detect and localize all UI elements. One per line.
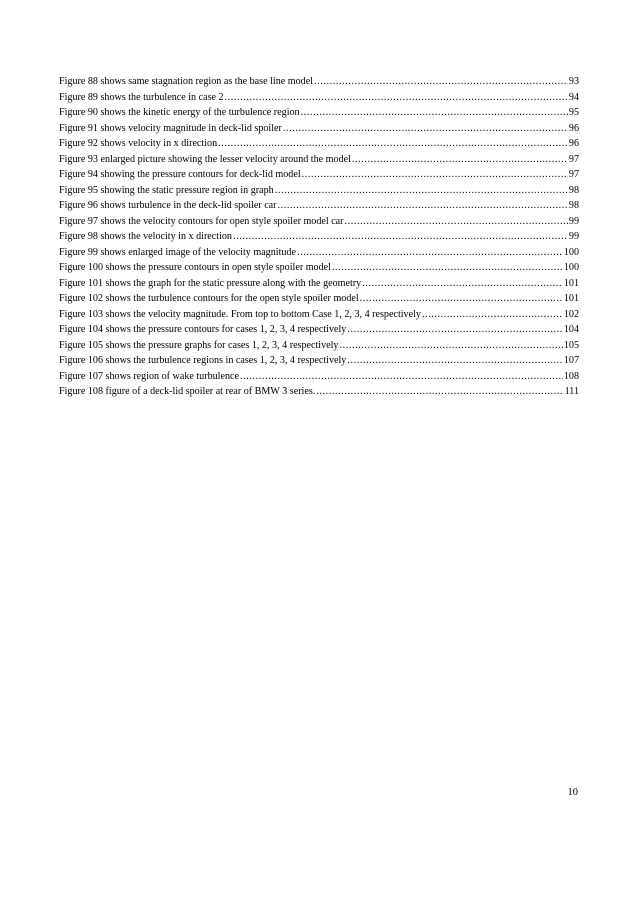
dot-leader xyxy=(218,136,568,152)
toc-entry-title: Figure 91 shows velocity magnitude in deck-lid spoiler xyxy=(59,122,282,134)
toc-entry[interactable] xyxy=(59,353,579,369)
dot-leader xyxy=(345,214,568,230)
toc-entry-title: Figure 98 shows the velocity in x direction xyxy=(59,231,232,242)
toc-entry-title: Figure 88 shows same stagnation region as the base line model xyxy=(59,76,313,87)
toc-entry-page-number: 101 xyxy=(563,293,579,304)
toc-entry-title: Figure 105 shows the pressure graphs for cases 1, 2, 3, 4 respectively xyxy=(59,339,339,351)
toc-entry-title: Figure 99 shows enlarged image of the velocity magnitude xyxy=(59,246,296,258)
dot-leader xyxy=(297,245,563,261)
toc-entry-title: Figure 104 shows the pressure contours for cases 1, 2, 3, 4 respectively xyxy=(59,324,347,335)
toc-entry[interactable] xyxy=(59,229,579,245)
toc-entry-page-number: 111 xyxy=(564,386,579,397)
toc-entry[interactable] xyxy=(59,105,579,121)
toc-entry-title: Figure 95 showing the static pressure region in graph xyxy=(59,184,274,196)
dot-leader xyxy=(360,291,563,307)
dot-leader xyxy=(339,338,562,354)
toc-entry[interactable] xyxy=(59,260,579,276)
toc-entry-title: Figure 101 shows the graph for the static pressure along with the geometry xyxy=(59,277,362,289)
list-of-figures xyxy=(59,74,579,400)
toc-entry[interactable] xyxy=(59,121,579,137)
dot-leader xyxy=(332,260,563,276)
toc-entry-page-number: 97 xyxy=(568,169,579,180)
toc-entry-title: Figure 102 shows the turbulence contours for the open style spoiler model xyxy=(59,293,359,304)
toc-entry-title: Figure 97 shows the velocity contours for open style spoiler model car xyxy=(59,215,344,227)
toc-entry[interactable] xyxy=(59,167,579,183)
dot-leader xyxy=(275,183,568,199)
toc-entry-page-number: 105 xyxy=(563,339,579,351)
toc-entry-page-number: 94 xyxy=(568,91,579,103)
dot-leader xyxy=(278,198,568,214)
toc-entry[interactable] xyxy=(59,198,579,214)
dot-leader xyxy=(233,229,568,245)
toc-entry-page-number: 99 xyxy=(568,215,579,227)
toc-entry-page-number: 102 xyxy=(563,308,579,320)
toc-entry-title: Figure 100 shows the pressure contours in open style spoiler model xyxy=(59,262,331,273)
toc-entry[interactable] xyxy=(59,245,579,261)
toc-entry[interactable] xyxy=(59,183,579,199)
dot-leader xyxy=(316,384,563,400)
dot-leader xyxy=(301,105,568,121)
page-number: 10 xyxy=(567,787,578,798)
toc-entry[interactable] xyxy=(59,369,579,385)
toc-entry-title: Figure 103 shows the velocity magnitude. From top to bottom Case 1, 2, 3, 4 respectively xyxy=(59,308,421,320)
dot-leader xyxy=(422,307,563,323)
toc-entry-title: Figure 93 enlarged picture showing the lesser velocity around the model xyxy=(59,153,351,165)
toc-entry-page-number: 95 xyxy=(568,107,579,118)
dot-leader xyxy=(314,74,568,90)
toc-entry-page-number: 101 xyxy=(563,277,579,289)
toc-entry[interactable] xyxy=(59,136,579,152)
toc-entry-page-number: 98 xyxy=(568,184,579,196)
toc-entry-title: Figure 108 figure of a deck-lid spoiler at rear of BMW 3 series. xyxy=(59,386,316,397)
toc-entry-title: Figure 94 showing the pressure contours for deck-lid model xyxy=(59,169,301,180)
toc-entry-page-number: 96 xyxy=(568,122,579,134)
toc-entry[interactable] xyxy=(59,322,579,338)
toc-entry-page-number: 93 xyxy=(568,76,579,87)
toc-entry-page-number: 97 xyxy=(568,153,579,165)
dot-leader xyxy=(240,369,563,385)
toc-entry-page-number: 100 xyxy=(563,262,579,273)
toc-entry-page-number: 104 xyxy=(563,324,579,335)
dot-leader xyxy=(347,322,563,338)
toc-entry[interactable] xyxy=(59,90,579,106)
toc-entry-page-number: 107 xyxy=(563,355,579,366)
dot-leader xyxy=(302,167,568,183)
toc-entry[interactable] xyxy=(59,338,579,354)
dot-leader xyxy=(347,353,563,369)
toc-entry-page-number: 100 xyxy=(563,246,579,258)
toc-entry[interactable] xyxy=(59,291,579,307)
toc-entry-title: Figure 106 shows the turbulence regions in cases 1, 2, 3, 4 respectively xyxy=(59,355,347,366)
toc-entry[interactable] xyxy=(59,152,579,168)
toc-entry-title: Figure 89 shows the turbulence in case 2 xyxy=(59,91,224,103)
toc-entry-page-number: 98 xyxy=(568,200,579,211)
toc-entry-title: Figure 90 shows the kinetic energy of the turbulence region xyxy=(59,107,300,118)
toc-entry[interactable] xyxy=(59,384,579,400)
toc-entry-title: Figure 92 shows velocity in x direction xyxy=(59,138,218,149)
toc-entry-page-number: 99 xyxy=(568,231,579,242)
toc-entry[interactable] xyxy=(59,307,579,323)
toc-entry-page-number: 108 xyxy=(563,370,579,382)
toc-entry-title: Figure 107 shows region of wake turbulence xyxy=(59,370,239,382)
dot-leader xyxy=(352,152,568,168)
dot-leader xyxy=(362,276,563,292)
toc-entry-page-number: 96 xyxy=(568,138,579,149)
dot-leader xyxy=(225,90,568,106)
toc-entry[interactable] xyxy=(59,276,579,292)
toc-entry[interactable] xyxy=(59,74,579,90)
toc-entry-title: Figure 96 shows turbulence in the deck-lid spoiler car xyxy=(59,200,277,211)
dot-leader xyxy=(283,121,568,137)
toc-entry[interactable] xyxy=(59,214,579,230)
